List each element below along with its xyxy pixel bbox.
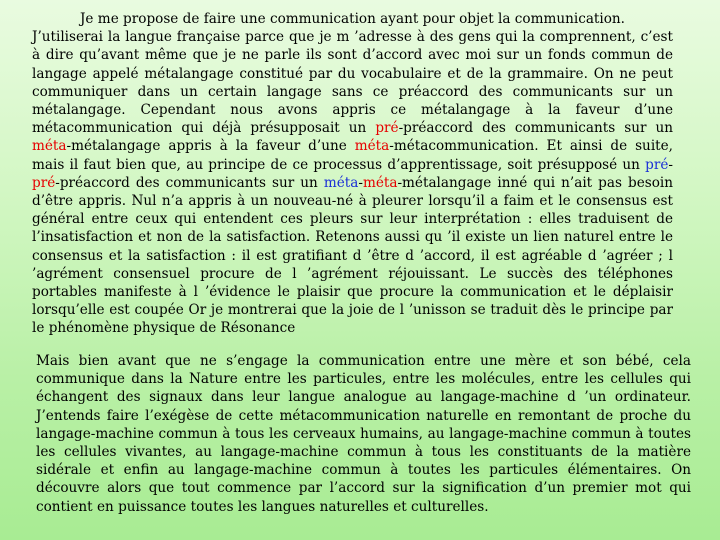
text-segment: - [358,174,363,191]
text-segment: -préaccord des communicants sur un [398,120,673,137]
text-segment: -métalangage inné qui n’ait pas besoin d’être appris. Nul n’a appris à un nouveau-né à pleurer lorsqu’il a faim et le consensus est général entre ceux qui entendent ces pleurs sur leur interprétation : elles traduisent de l’insatisfaction et non de la satisfaction. Retenons aussi qu ’il existe un lien naturel entre le consensus et la satisfaction : il est gratifiant d ’être d ’accord, il est agréable d ’agréer ; l ’agrément consensuel procure de l ’agrément réjouissant. Le succès des téléphones portables manifeste à l ’évidence le plaisir que procure la communication et le déplaisir lorsqu’elle est coupée Or je montrerai que la joie de l ’unisson se traduit dès le principe par le phénomène physique de Résonance [32,174,674,337]
text-segment: - [668,156,673,173]
text-segment: -préaccord des communicants sur un [55,174,324,191]
paragraph-1 [32,10,673,338]
highlight-red: pré [32,174,56,191]
paragraph-1-body [32,29,673,336]
paragraph-2: Mais bien avant que ne s’engage la communication entre une mère et son bébé, cela communique dans la Nature entre les particules, entre les molécules, entre les cellules qui échangent des signaux dans leur langue analogue au langage-machine d ’un ordinateur. J’entends faire l’exégèse de cette métacommunication naturelle en remontant de proche du langage-machine commun à tous les cerveaux humains, au langage-machine commun à toutes les cellules vivantes, au langage-machine commun à tous les constituants de la matière sidérale et enfin au langage-machine commun à toutes les particules élémentaires. On découvre alors que tout commence par l’accord sur la signification d’un premier mot qui contient en puissance toutes les langues naturelles et culturelles. [36,353,691,515]
text-segment: -métalangage appris à la faveur d’une [66,138,355,155]
highlight-red: pré [375,120,399,137]
highlight-blue: pré [645,156,669,173]
highlight-red: méta [32,138,67,155]
highlight-red: méta [362,174,398,191]
paragraph-1-first-line: Je me propose de faire une communication ayant pour objet la communication. [79,11,625,27]
text-segment: J’utiliserai la langue française parce que je m ’adresse à des gens qui la comprennent, c’est à dire qu’avant même que je ne parle ils sont d’accord avec moi sur un fonds commun de langage appelé métalangage constitué par du vocabulaire et de la grammaire. On ne peut communiquer dans un certain langage sans ce préaccord des communicants sur un métalangage. Cependant nous avons appris ce métalangage à la faveur d’une métacommunication qui déjà présupposait un [32,29,673,137]
highlight-red: méta [354,138,390,155]
text-segment: -métacommunication. Et ainsi de suite, mais il faut bien que, au principe de ce processus d’apprentissage, soit présupposé un [32,138,673,173]
highlight-blue: méta [323,174,359,191]
